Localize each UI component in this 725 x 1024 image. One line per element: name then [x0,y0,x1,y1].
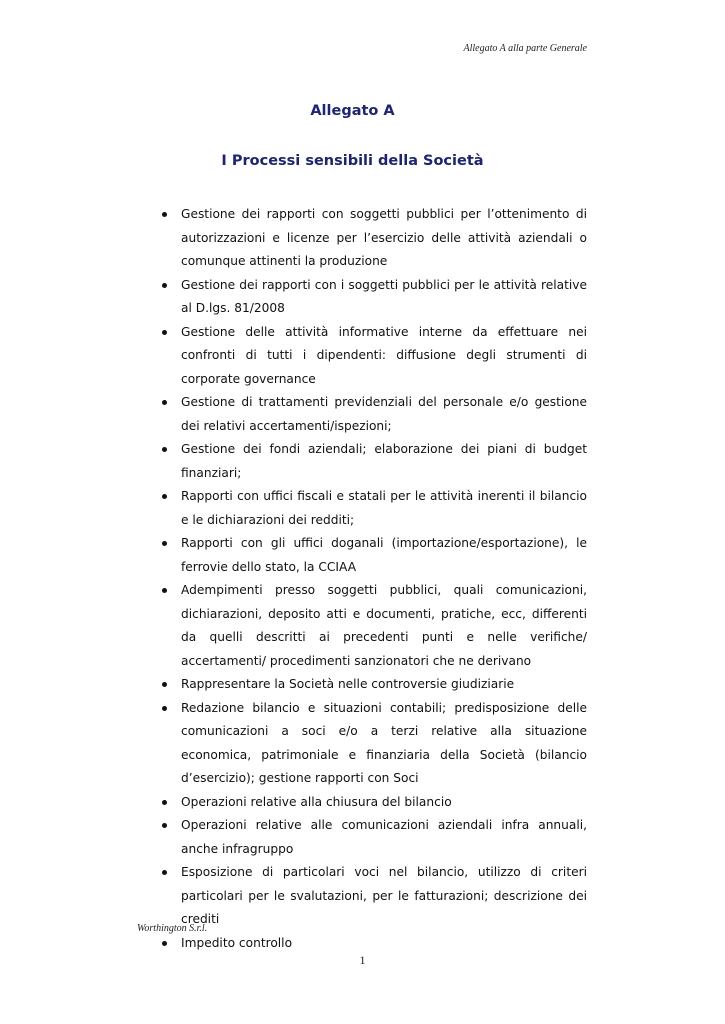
list-item: Operazioni relative alla chiusura del bilancio [181,791,587,815]
list-item: Operazioni relative alle comunicazioni aziendali infra annuali, anche infragruppo [181,814,587,861]
list-item: Gestione dei fondi aziendali; elaborazione dei piani di budget finanziari; [181,438,587,485]
list-item: Rappresentare la Società nelle controversie giudiziarie [181,673,587,697]
list-item: Rapporti con gli uffici doganali (importazione/esportazione), le ferrovie dello stato, la CCIAA [181,532,587,579]
list-item: Rapporti con uffici fiscali e statali per le attività inerenti il bilancio e le dichiarazioni dei redditi; [181,485,587,532]
list-item: Gestione dei rapporti con soggetti pubblici per l’ottenimento di autorizzazioni e licenze per l’esercizio delle attività aziendali o comunque attinenti la produzione [181,203,587,274]
list-item: Adempimenti presso soggetti pubblici, quali comunicazioni, dichiarazioni, deposito atti e documenti, pratiche, ecc, differenti da quelli descritti ai precedenti punti e nelle verifiche/ accertamenti/ procedimenti sanzionatori che ne derivano [181,579,587,673]
list-item: Gestione dei rapporti con i soggetti pubblici per le attività relative al D.lgs. 81/2008 [181,274,587,321]
document-subtitle [0,153,725,169]
document-subtitle-text: I Processi sensibili della Società [221,153,484,169]
list-item: Redazione bilancio e situazioni contabili; predisposizione delle comunicazioni a soci e/o a terzi relative alla situazione economica, patrimoniale e finanziaria della Società (bilancio d’esercizio); gestione rapporti con Soci [181,697,587,791]
list-item: Esposizione di particolari voci nel bilancio, utilizzo di criteri particolari per le svalutazioni, per le fatturazioni; descrizione dei crediti [181,861,587,932]
list-item: Impedito controllo [181,932,587,956]
sensitive-processes-list [181,203,587,955]
document-title-text: Allegato A [310,103,395,119]
document-title [0,103,725,119]
list-item: Gestione di trattamenti previdenziali del personale e/o gestione dei relativi accertamenti/ispezioni; [181,391,587,438]
page-number-text: 1 [359,953,366,967]
page-footer: Worthington S.r.l. [137,923,208,934]
page-number [0,953,725,968]
page-header: Allegato A alla parte Generale [463,43,587,54]
list-item: Gestione delle attività informative interne da effettuare nei confronti di tutti i dipendenti: diffusione degli strumenti di corporate governance [181,321,587,392]
